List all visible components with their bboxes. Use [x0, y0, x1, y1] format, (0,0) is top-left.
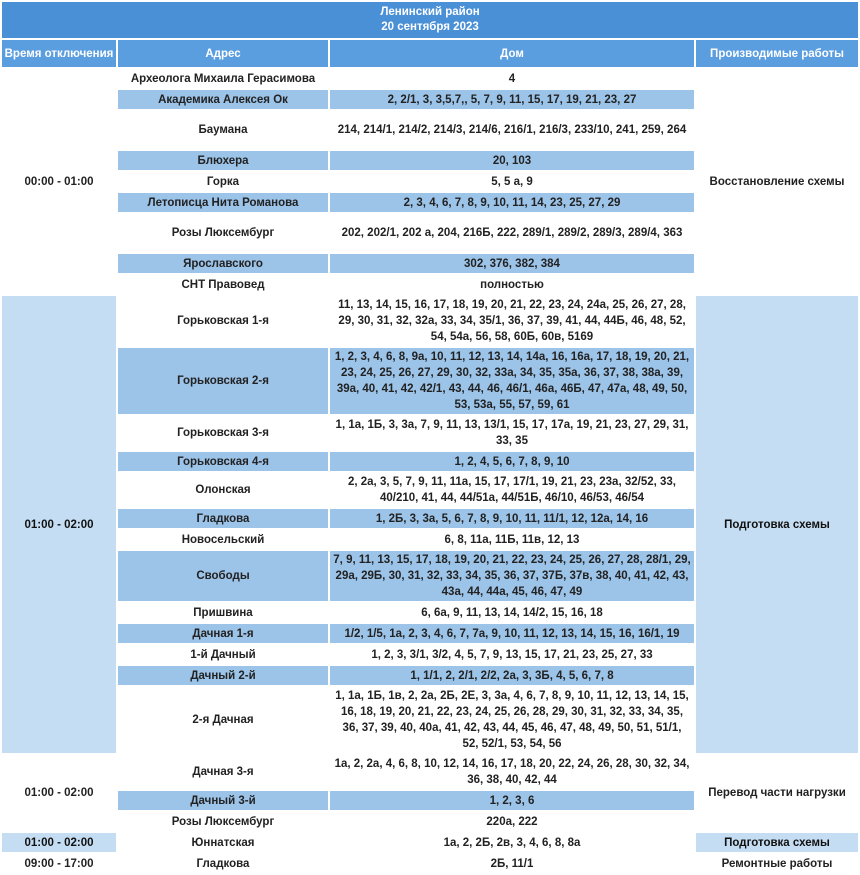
house-numbers: 11, 13, 14, 15, 16, 17, 18, 19, 20, 21, 22, 23, 24, 24а, 25, 26, 27, 28, 29, 30, 31, 32, 32а, 33, 34, 35/1, 36, 37, 39, 41, 44, 44Б, 46, 48, 52, 54, 54а, 56, 58, 60Б, 60в, 5169: [330, 296, 694, 346]
work-type: Перевод части нагрузки: [696, 755, 858, 831]
work-type: Восстановление схемы: [696, 69, 858, 294]
street-name: Дачная 1-я: [118, 624, 328, 643]
header-work: Производимые работы: [696, 40, 858, 67]
house-numbers: 20, 103: [330, 151, 694, 170]
house-numbers: 214, 214/1, 214/2, 214/3, 214/6, 216/1, 216/3, 233/10, 241, 259, 264: [330, 111, 694, 149]
street-name: Горка: [118, 172, 328, 191]
house-numbers: 2, 2а, 3, 5, 7, 9, 11, 11а, 15, 17, 17/1, 19, 21, 23, 23а, 32/52, 33, 40/210, 41, 44, 44/51а, 44/51Б, 46/10, 46/53, 46/54: [330, 473, 694, 507]
street-name: Горьковская 3-я: [118, 416, 328, 450]
house-numbers: 202, 202/1, 202 а, 204, 216Б, 222, 289/1, 289/2, 289/3, 289/4, 363: [330, 214, 694, 252]
house-numbers: 1, 2, 3, 4, 6, 8, 9а, 10, 11, 12, 13, 14, 14а, 16, 16а, 17, 18, 19, 20, 21, 23, 24, 25, 26, 27, 29, 30, 32, 33а, 34, 35, 35а, 36, 37, 38, 38а, 39, 39а, 40, 41, 42, 42/1, 43, 44, 46, 46/1, 46а, 46Б, 47, 47а, 48, 49, 50, 53, 53а, 55, 57, 59, 61: [330, 348, 694, 414]
street-name: Академика Алексея Ок: [118, 90, 328, 109]
house-numbers: 1, 1а, 1Б, 3, 3а, 7, 9, 11, 13, 13/1, 15, 17, 17а, 19, 21, 23, 27, 29, 31, 33, 35: [330, 416, 694, 450]
house-numbers: 6, 6а, 9, 11, 13, 14, 14/2, 15, 16, 18: [330, 603, 694, 622]
outage-time: 00:00 - 01:00: [2, 69, 116, 294]
table-row: [2, 854, 858, 873]
house-numbers: 1, 1а, 1Б, 1в, 2, 2а, 2Б, 2Е, 3, 3а, 4, 6, 7, 8, 9, 10, 11, 12, 13, 14, 15, 16, 18, 19, 20, 21, 22, 23, 24, 25, 26, 28, 29, 30, 31, 32, 33, 34, 35, 36, 37, 39, 40, 40а, 41, 42, 43, 44, 45, 46, 47, 48, 49, 50, 51, 51/1, 52, 52/1, 53, 54, 56: [330, 687, 694, 753]
street-name: Баумана: [118, 111, 328, 149]
house-numbers: 1, 2Б, 3, 3а, 5, 6, 7, 8, 9, 10, 11, 11/1, 12, 12а, 14, 16: [330, 509, 694, 528]
district-name: Ленинский район: [380, 6, 480, 18]
street-name: СНТ Правовед: [118, 275, 328, 294]
street-name: Горьковская 2-я: [118, 348, 328, 414]
street-name: Олонская: [118, 473, 328, 507]
header-time: Время отключения: [2, 40, 116, 67]
street-name: Юннатская: [118, 833, 328, 852]
street-name: Новосельский: [118, 530, 328, 549]
street-name: Гладкова: [118, 509, 328, 528]
house-numbers: 5, 5 а, 9: [330, 172, 694, 191]
street-name: Розы Люксембург: [118, 214, 328, 252]
work-type: Подготовка схемы: [696, 833, 858, 852]
house-numbers: 2, 3, 4, 6, 7, 8, 9, 10, 11, 14, 23, 25, 27, 29: [330, 193, 694, 212]
house-numbers: 1, 1/1, 2, 2/1, 2/2, 2а, 3, 3Б, 4, 5, 6, 7, 8: [330, 666, 694, 685]
house-numbers: 220а, 222: [330, 812, 694, 831]
house-numbers: 2Б, 11/1: [330, 854, 694, 873]
house-numbers: 1, 2, 3, 3/1, 3/2, 4, 5, 7, 9, 13, 15, 17, 21, 23, 25, 27, 33: [330, 645, 694, 664]
street-name: Дачная 3-я: [118, 755, 328, 789]
house-numbers: 1а, 2, 2а, 4, 6, 8, 10, 12, 14, 16, 17, 18, 20, 22, 24, 26, 28, 30, 32, 34, 36, 38, 40, 42, 44: [330, 755, 694, 789]
street-name: Пришвина: [118, 603, 328, 622]
outage-time: 01:00 - 02:00: [2, 755, 116, 831]
street-name: Дачный 2-й: [118, 666, 328, 685]
outage-time: 01:00 - 02:00: [2, 833, 116, 852]
street-name: Розы Люксембург: [118, 812, 328, 831]
street-name: 2-я Дачная: [118, 687, 328, 753]
outage-time: 09:00 - 17:00: [2, 854, 116, 873]
street-name: Археолога Михаила Герасимова: [118, 69, 328, 88]
house-numbers: 1, 2, 3, 6: [330, 791, 694, 810]
house-numbers: 6, 8, 11а, 11Б, 11в, 12, 13: [330, 530, 694, 549]
street-name: Дачный 3-й: [118, 791, 328, 810]
header-address: Адрес: [118, 40, 328, 67]
house-numbers: 4: [330, 69, 694, 88]
street-name: 1-й Дачный: [118, 645, 328, 664]
work-type: Подготовка схемы: [696, 296, 858, 753]
house-numbers: 1, 2, 4, 5, 6, 7, 8, 9, 10: [330, 452, 694, 471]
house-numbers: 302, 376, 382, 384: [330, 254, 694, 273]
street-name: Ярославского: [118, 254, 328, 273]
table-body: [2, 69, 858, 873]
header-house: Дом: [330, 40, 694, 67]
house-numbers: 1/2, 1/5, 1а, 2, 3, 4, 6, 7, 7а, 9, 10, 11, 12, 13, 14, 15, 16, 16/1, 19: [330, 624, 694, 643]
street-name: Гладкова: [118, 854, 328, 873]
street-name: Горьковская 1-я: [118, 296, 328, 346]
street-name: Горьковская 4-я: [118, 452, 328, 471]
table-row: [2, 833, 858, 852]
table-row: [2, 296, 858, 346]
work-type: Ремонтные работы: [696, 854, 858, 873]
table-row: [2, 755, 858, 789]
house-numbers: 1а, 2, 2Б, 2в, 3, 4, 6, 8, 8а: [330, 833, 694, 852]
table-row: [2, 69, 858, 88]
outage-time: 01:00 - 02:00: [2, 296, 116, 753]
street-name: Свободы: [118, 551, 328, 601]
house-numbers: полностью: [330, 275, 694, 294]
street-name: Летописца Нита Романова: [118, 193, 328, 212]
schedule-date: 20 сентября 2023: [381, 21, 479, 33]
house-numbers: 7, 9, 11, 13, 15, 17, 18, 19, 20, 21, 22, 23, 24, 25, 26, 27, 28, 28/1, 29, 29а, 29Б, 30, 31, 32, 33, 34, 35, 36, 37, 37Б, 37в, 38, 40, 41, 42, 43, 43а, 44, 44а, 45, 46, 47, 49: [330, 551, 694, 601]
street-name: Блюхера: [118, 151, 328, 170]
table-title: [2, 2, 858, 38]
house-numbers: 2, 2/1, 3, 3,5,7,, 5, 7, 9, 11, 15, 17, 19, 21, 23, 27: [330, 90, 694, 109]
